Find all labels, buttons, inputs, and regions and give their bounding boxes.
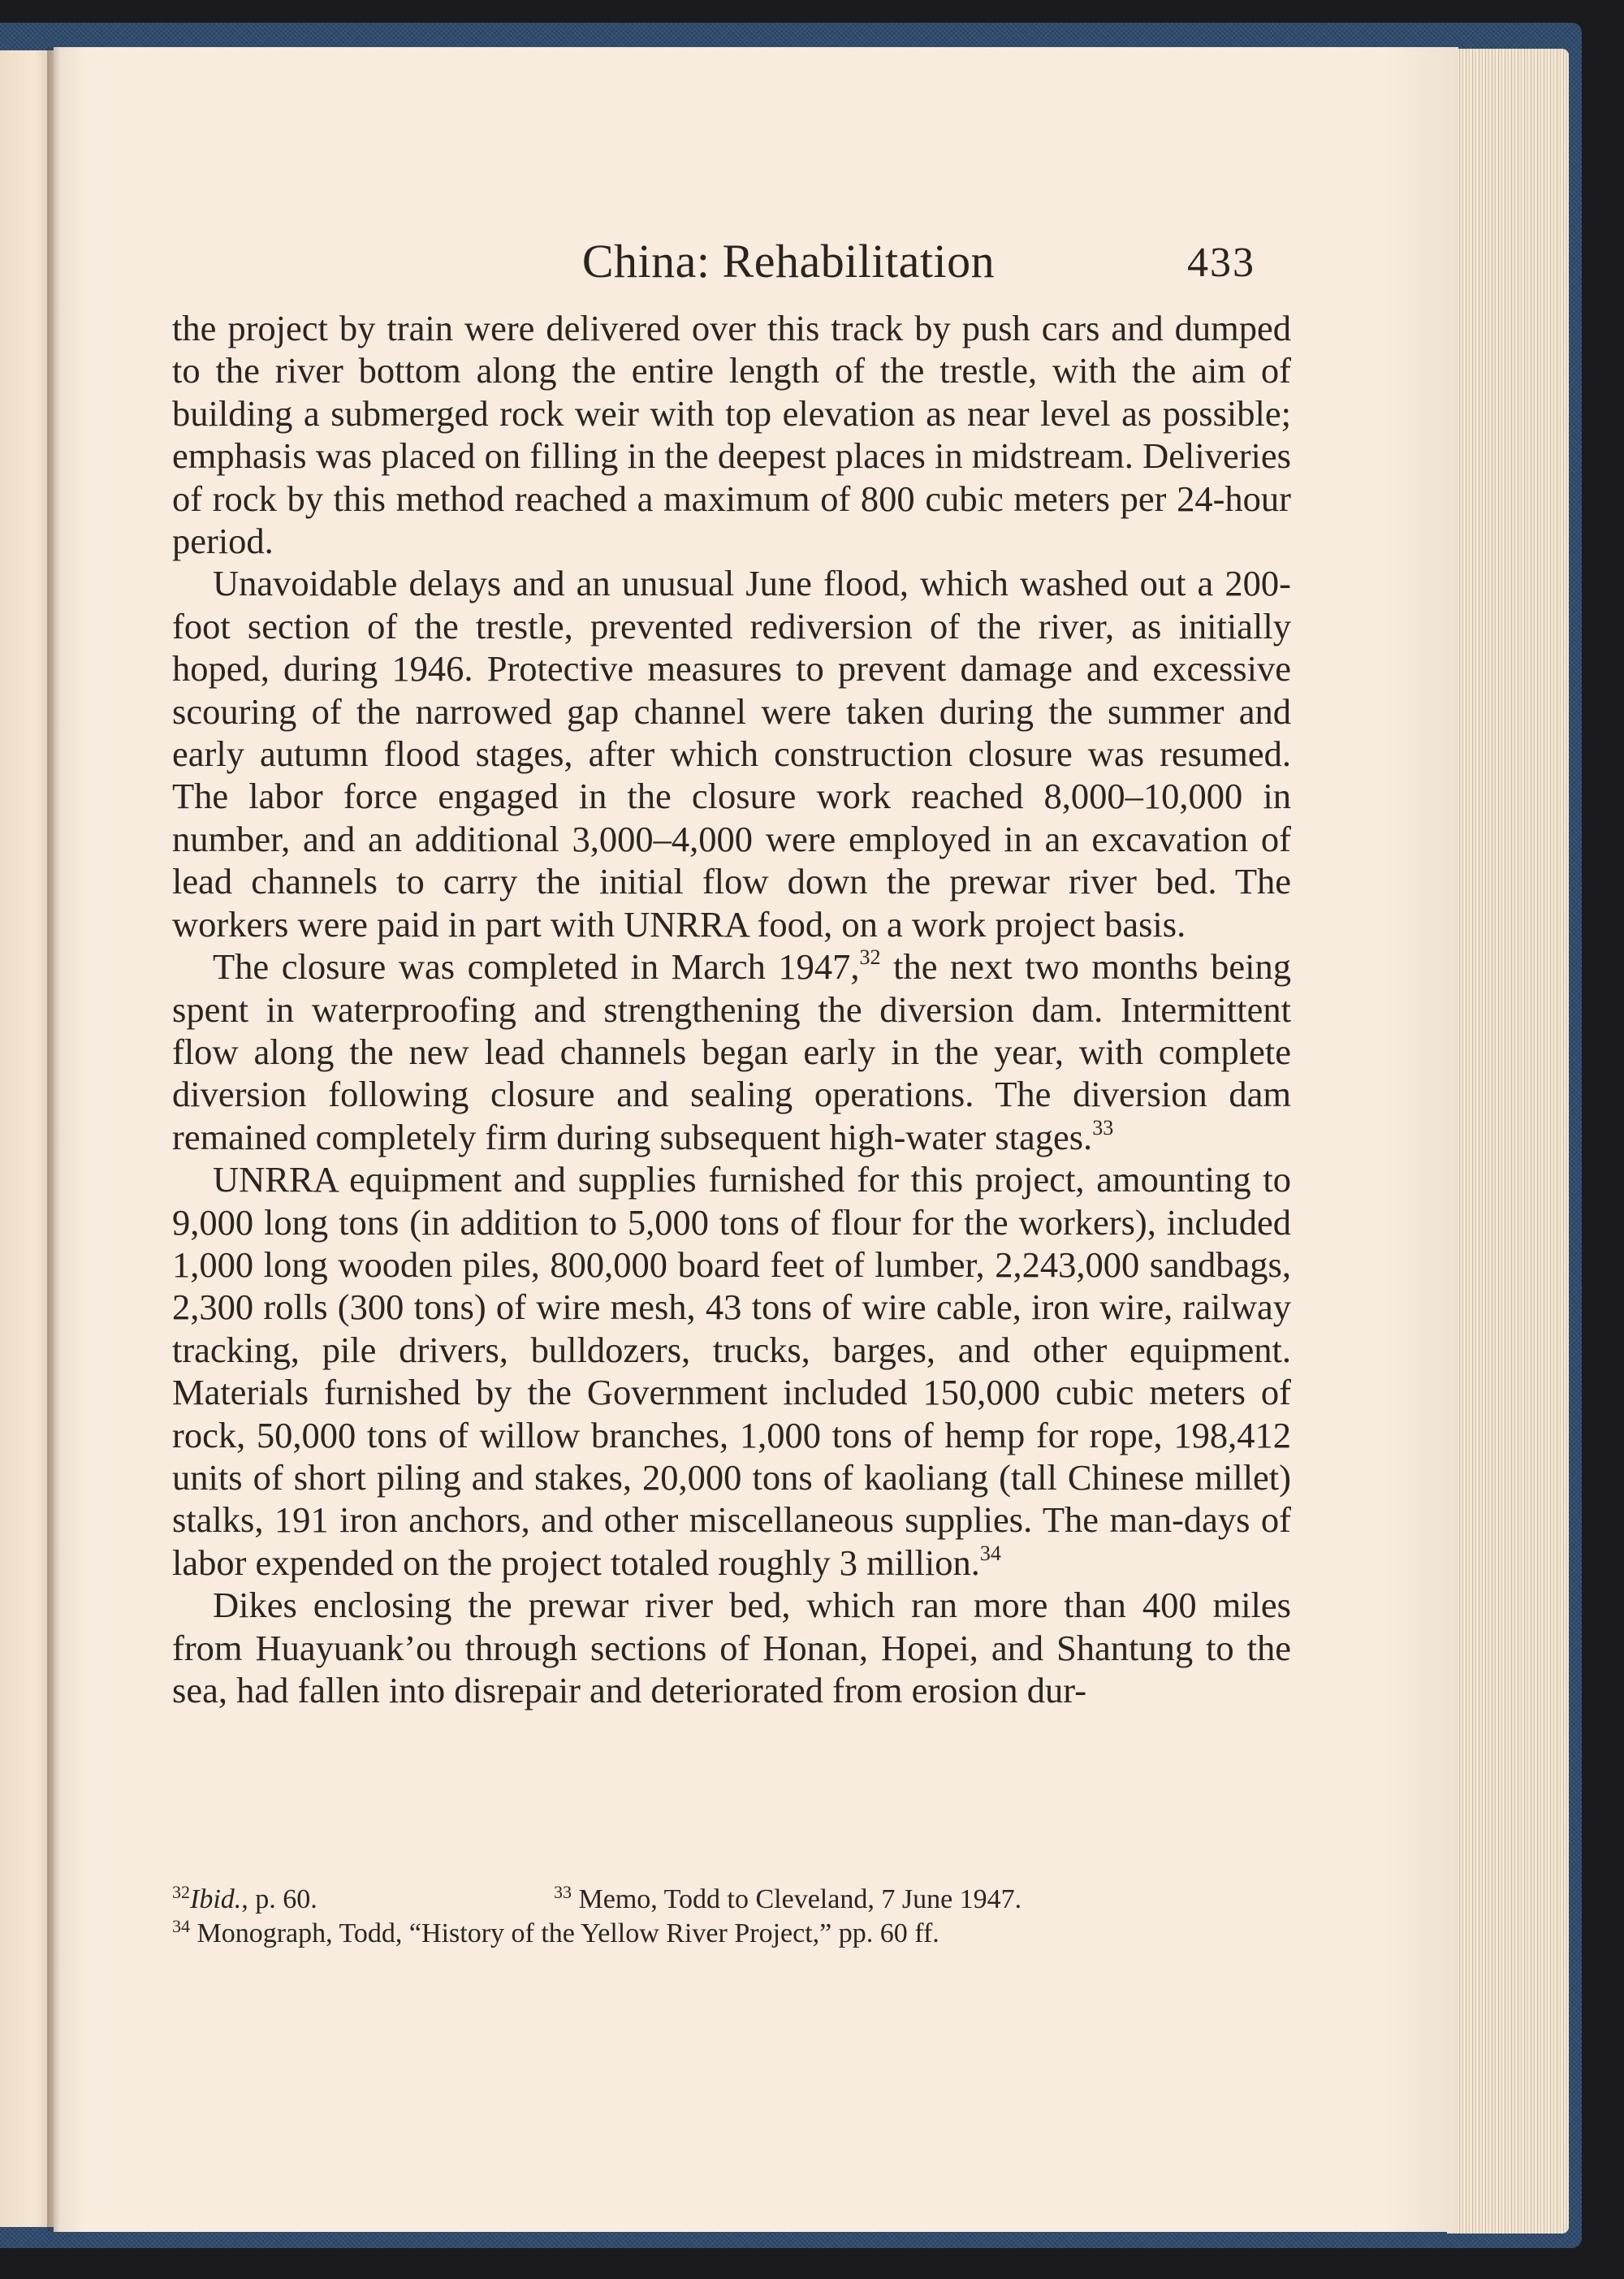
paragraph-text: The closure was completed in March 1947, xyxy=(213,946,860,988)
running-head: China: Rehabilitation xyxy=(581,235,996,288)
footnote-number: 33 xyxy=(554,1882,572,1902)
paragraph-text: the next two months being spent in waterproofing and strengthening the diversion dam. Intermittent flow along the new lead channels began early in the year, with complete diversion following closure and sealing operations. The diversion dam remained completely firm during subsequent high-water stages. xyxy=(172,946,1291,1157)
footnote-row xyxy=(172,1883,1291,1917)
book-page xyxy=(54,47,1458,2232)
paragraph xyxy=(172,1158,1291,1584)
footnote-ref: 33 xyxy=(1092,1115,1114,1140)
footnote-text: Monograph, Todd, “History of the Yellow River Project,” pp. 60 ff. xyxy=(197,1918,939,1948)
paragraph: Unavoidable delays and an unusual June flood, which washed out a 200-foot section of the trestle, prevented rediversion of the river, as initially hoped, during 1946. Protective measures to prevent damage and excessive scouring of the narrowed gap channel were taken during the summer and early autumn flood stages, after which construction closure was resumed. The labor force engaged in the closure work reached 8,000–10,000 in number, and an additional 3,000–4,000 were employed in an excavation of lead channels to carry the initial flow down the prewar river bed. The workers were paid in part with UNRRA food, on a work project basis. xyxy=(172,563,1291,945)
page-edges xyxy=(1447,49,1569,2234)
footnote-text: , p. 60. xyxy=(241,1884,317,1914)
page-number: 433 xyxy=(1187,240,1255,286)
footnote-34 xyxy=(172,1917,1291,1951)
footnote-32 xyxy=(172,1883,554,1917)
paragraph-text: UNRRA equipment and supplies furnished for this project, amounting to 9,000 long tons (in addition to 5,000 tons of flour for the workers), included 1,000 long wooden piles, 800,000 board feet of lumber, 2,243,000 sandbags, 2,300 rolls (300 tons) of wire mesh, 43 tons of wire cable, iron wire, railway tracking, pile drivers, bulldozers, trucks, barges, and other equipment. Materials furnished by the Government included 150,000 cubic meters of rock, 50,000 tons of willow branches, 1,000 tons of hemp for rope, 198,412 units of short piling and stakes, 20,000 tons of kaoliang (tall Chinese millet) stalks, 191 iron anchors, and other miscellaneous supplies. The man-days of labor expended on the project totaled roughly 3 million. xyxy=(172,1159,1291,1583)
paragraph: the project by train were delivered over this track by push cars and dumped to the river bottom along the entire length of the trestle, with the aim of building a submerged rock weir with top elevation as near level as possible; emphasis was placed on filling in the deepest places in midstream. Deliveries of rock by this method reached a maximum of 800 cubic meters per 24-hour period. xyxy=(172,308,1291,562)
footnote-ref: 34 xyxy=(979,1541,1001,1565)
body-text xyxy=(172,307,1291,1711)
page-header xyxy=(54,234,1458,291)
footnotes xyxy=(172,1883,1291,1951)
footnote-text: Memo, Todd to Cleveland, 7 June 1947. xyxy=(578,1884,1022,1914)
paragraph xyxy=(172,945,1291,1158)
gutter-shadow xyxy=(47,47,60,2232)
footnote-number: 34 xyxy=(172,1916,190,1936)
footnote-number: 32 xyxy=(172,1882,190,1902)
footnote-ibid: Ibid. xyxy=(190,1884,242,1914)
footnote-ref: 32 xyxy=(859,945,881,970)
footnote-33 xyxy=(554,1884,1021,1914)
paragraph: Dikes enclosing the prewar river bed, which ran more than 400 miles from Huayuank’ou through sections of Honan, Hopei, and Shantung to the sea, had fallen into disrepair and deteriorated from erosion dur- xyxy=(172,1585,1291,1710)
